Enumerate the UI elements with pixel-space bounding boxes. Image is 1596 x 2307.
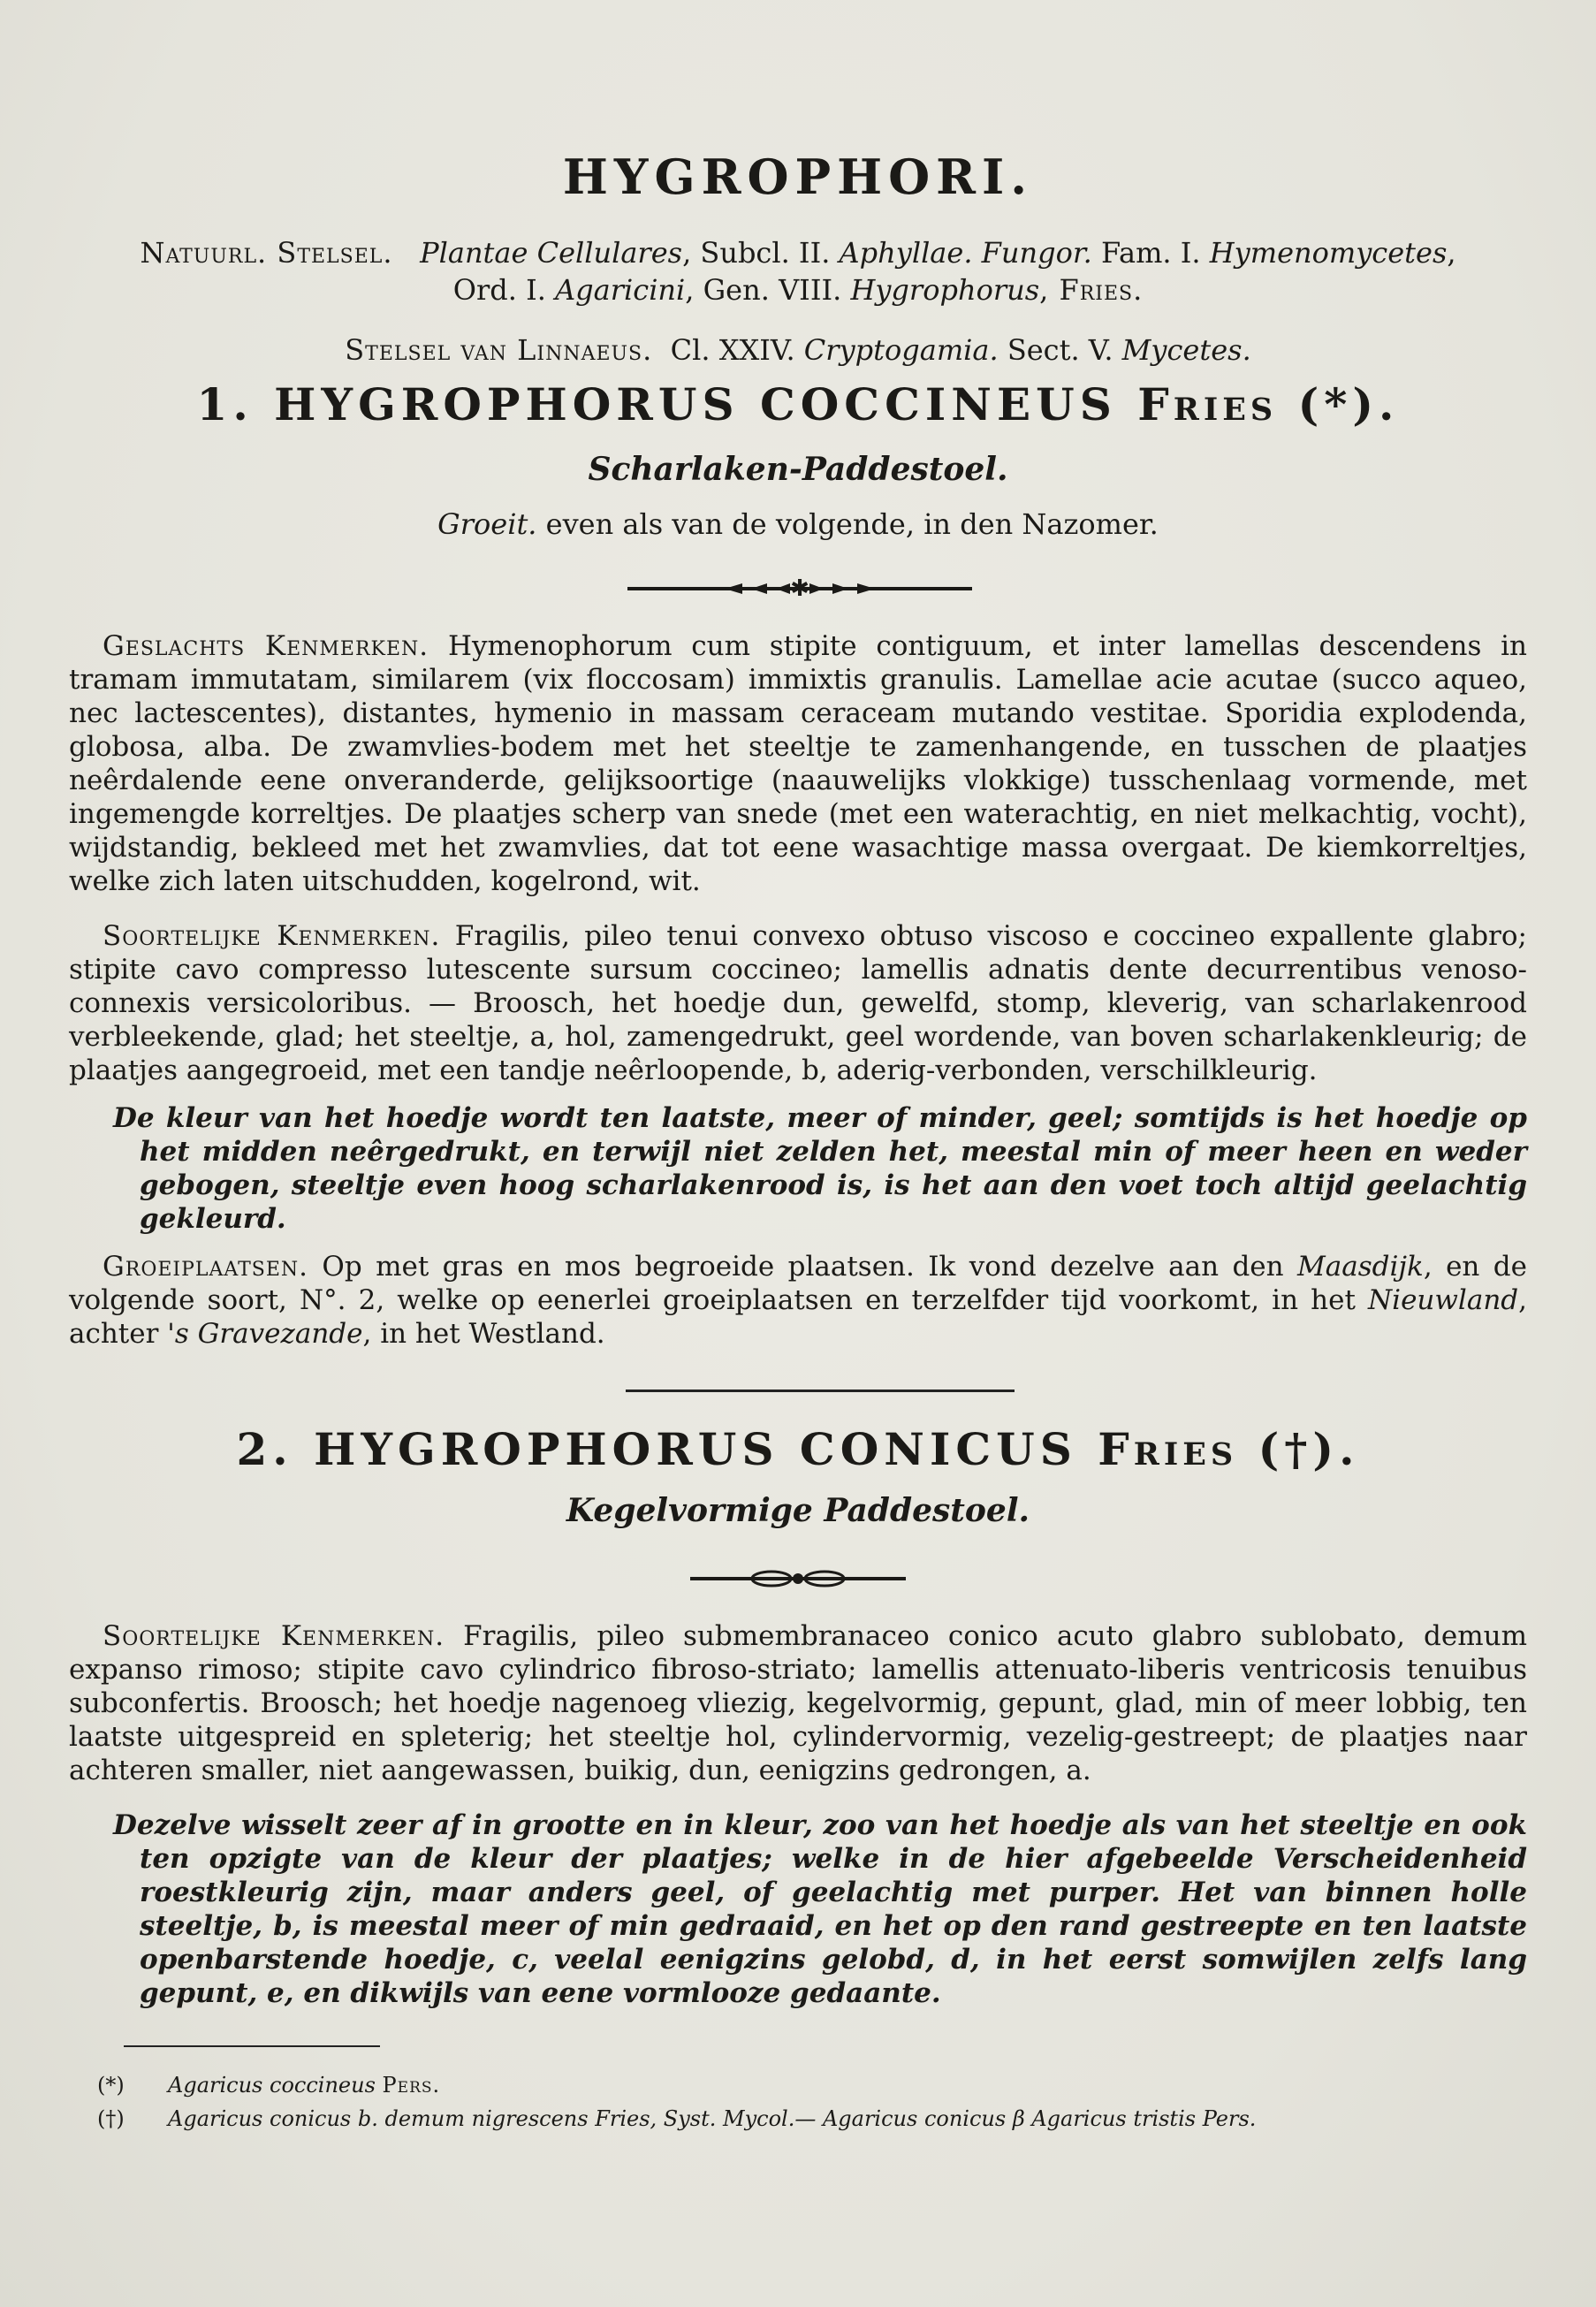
section-text: , in het Westland. bbox=[362, 1318, 605, 1350]
system-linnaeus-line bbox=[0, 332, 1596, 368]
species-1-common-name: Scharlaken-Paddestoel. bbox=[588, 451, 1008, 488]
species-footnote-mark: (*). bbox=[1297, 378, 1400, 430]
section-label: Groeiplaatsen. bbox=[103, 1251, 309, 1283]
system-text: Cryptogamia. bbox=[803, 333, 999, 367]
species-2-note: Dezelve wisselt zeer af in grootte en in kleur, zoo van het hoedje als van het steeltje en ook ten opzigte van de kleur der plaatjes; welke in de hier afgebeelde Verscheidenheid roestkleurig zijn, maar anders geel, of geelachtig met purper. Het van binnen holle steeltje, b, is meestal meer of min gedraaid, en het op den rand gestreepte en ten laatste openbarstende hoedje, c, veelal eenigzins gelobd, d, in het eerst somwijlen zelfs lang gepunt, e, en dikwijls van eene vormlooze gedaante. bbox=[113, 1809, 1527, 2009]
place-name: Nieuwland bbox=[1368, 1284, 1519, 1316]
species-author: Fries bbox=[1098, 1423, 1238, 1475]
growth-places bbox=[69, 1250, 1527, 1351]
section-label: Soortelijke Kenmerken. bbox=[103, 920, 441, 952]
section-label: Soortelijke Kenmerken. bbox=[103, 1620, 445, 1652]
species-1-heading bbox=[0, 378, 1596, 430]
ornament-divider-icon bbox=[619, 576, 981, 601]
svg-text:✱: ✱ bbox=[790, 576, 809, 601]
system-text: Hygrophorus bbox=[850, 273, 1040, 307]
system-text: Sect. V. bbox=[1007, 333, 1113, 367]
species-name: 2. HYGROPHORUS CONICUS bbox=[236, 1423, 1077, 1475]
system-linnaeus-label: Stelsel van Linnaeus. bbox=[345, 333, 653, 367]
species-1-growth bbox=[0, 507, 1596, 541]
system-text: Fam. I. bbox=[1100, 236, 1201, 270]
section-text: Hymenophorum cum stipite contiguum, et inter lamellas descendens in tramam immutatam, similarem (vix floccosam) immixtis granulis. Lamellae acie acutae (succo aqueo, nec lactescentes), distantes, hymenio in massam ceraceam mutando vestitae. Sporidia explodenda, globosa, alba. De zwamvlies-bodem met het steeltje te zamenhangende, en tusschen de plaatjes neêrdalende eene onveranderde, gelijksoortige (naauwelijks vlokkige) tusschenlaag vormende, met ingemengde korreltjes. De plaatjes scherp van snede (met een waterachtig, en niet melkachtig, vocht), wijdstandig, bekleed met het zwamvlies, dat tot eene wasachtige massa overgaat. De kiemkorreltjes, welke zich laten uitschudden, kogelrond, wit. bbox=[69, 630, 1528, 897]
species-2-characteristics bbox=[69, 1619, 1527, 1787]
footnote-1 bbox=[97, 2070, 440, 2100]
footnote-text: Agaricus coccineus bbox=[168, 2073, 376, 2098]
system-text: Mycetes. bbox=[1121, 333, 1251, 367]
system-natural-label: Natuurl. Stelsel. bbox=[140, 236, 393, 270]
system-text: , Fries. bbox=[1039, 273, 1144, 307]
species-1-note: De kleur van het hoedje wordt ten laatste, meer of minder, geel; somtijds is het hoedje op het midden neêrgedrukt, en terwijl niet zelden het, meestal min of meer heen en weder gebogen, steeltje even hoog scharlakenrood is, is het aan den voet toch altijd geelachtig gekleurd. bbox=[113, 1102, 1527, 1235]
species-author: Fries bbox=[1137, 378, 1278, 430]
species-footnote-mark: (†). bbox=[1258, 1423, 1360, 1475]
section-text: Fragilis, pileo submembranaceo conico acuto glabro sublobato, demum expanso rimoso; stipite cavo cylindrico fibroso-striato; lamellis attenuato-liberis ventricosis tenuibus subconfertis. Broosch; het hoedje nagenoeg vliezig, kegelvormig, gepunt, glad, min of meer lobbig, ten laatste uitgespreid en spleterig; het steeltje hol, cylindervormig, vezelig-gestreept; de plaatjes naar achteren smaller, niet aangewassen, buikig, dun, eenigzins gedrongen, a. bbox=[69, 1620, 1527, 1786]
system-text: , Gen. VIII. bbox=[685, 273, 842, 307]
system-text: , Subcl. II. bbox=[682, 236, 831, 270]
section-label: Geslachts Kenmerken. bbox=[103, 630, 429, 662]
system-text: Ord. I. bbox=[452, 273, 546, 307]
section-divider bbox=[626, 1390, 1015, 1392]
genus-characteristics bbox=[69, 629, 1527, 898]
footnote-text: Pers. bbox=[382, 2073, 441, 2098]
section-text: Op met gras en mos begroeide plaatsen. Ik vond dezelve aan den bbox=[322, 1251, 1284, 1283]
place-name: 's Gravezande bbox=[167, 1318, 363, 1350]
system-text: Cl. XXIV. bbox=[670, 333, 795, 367]
species-2-common-name: Kegelvormige Paddestoel. bbox=[566, 1492, 1030, 1529]
footnote-text: Agaricus conicus b. demum nigrescens bbox=[168, 2106, 589, 2131]
system-text: Plantae Cellulares bbox=[420, 236, 683, 270]
footnote-mark: (†) bbox=[97, 2106, 125, 2131]
footnote-text: Fries, Syst. Mycol.— Agaricus conicus β Agaricus tristis Pers. bbox=[595, 2106, 1257, 2131]
species-1-characteristics bbox=[69, 919, 1527, 1087]
section-text: Fragilis, pileo tenui convexo obtuso viscoso e coccineo expallente glabro; stipite cavo compresso lutescente sursum coccineo; lamellis adnatis dente decurrentibus venoso-connexis versicoloribus. — Broosch, het hoedje dun, gewelfd, stomp, kleverig, van scharlakenrood verbleekende, glad; het steeltje, a, hol, zamengedrukt, geel wordende, van boven scharlakenkleurig; de plaatjes aangegroeid, met een tandje neêrloopende, b, aderig-verbonden, verschilkleurig. bbox=[69, 920, 1527, 1086]
footnote-2 bbox=[97, 2104, 1256, 2134]
ornament-scroll-icon bbox=[683, 1566, 913, 1591]
section-text: , en de volgende soort, N°. 2, welke op eenerlei groeiplaatsen en terzelfder tijd voorkomt, in het bbox=[69, 1251, 1527, 1316]
system-natural-line1: Natuurl. Stelsel. Plantae Cellulares, Subcl. II. Aphyllae. Fungor. Fam. I. Hymenomycetes, bbox=[140, 236, 1456, 270]
footnote-rule bbox=[124, 2045, 380, 2047]
system-text: Aphyllae. Fungor. bbox=[839, 236, 1092, 270]
growth-label: Groeit. bbox=[437, 507, 537, 541]
footnote-mark: (*) bbox=[97, 2073, 125, 2098]
species-name: 1. HYGROPHORUS COCCINEUS bbox=[196, 378, 1117, 430]
system-text: Agaricini bbox=[555, 273, 686, 307]
system-text: Hymenomycetes bbox=[1209, 236, 1448, 270]
section-text: , achter bbox=[69, 1284, 1527, 1350]
system-natural-line2 bbox=[0, 272, 1596, 308]
page-title: HYGROPHORI. bbox=[562, 148, 1034, 205]
species-2-heading bbox=[0, 1423, 1596, 1475]
place-name: Maasdijk bbox=[1297, 1251, 1424, 1283]
growth-text: even als van de volgende, in den Nazomer. bbox=[545, 507, 1159, 541]
